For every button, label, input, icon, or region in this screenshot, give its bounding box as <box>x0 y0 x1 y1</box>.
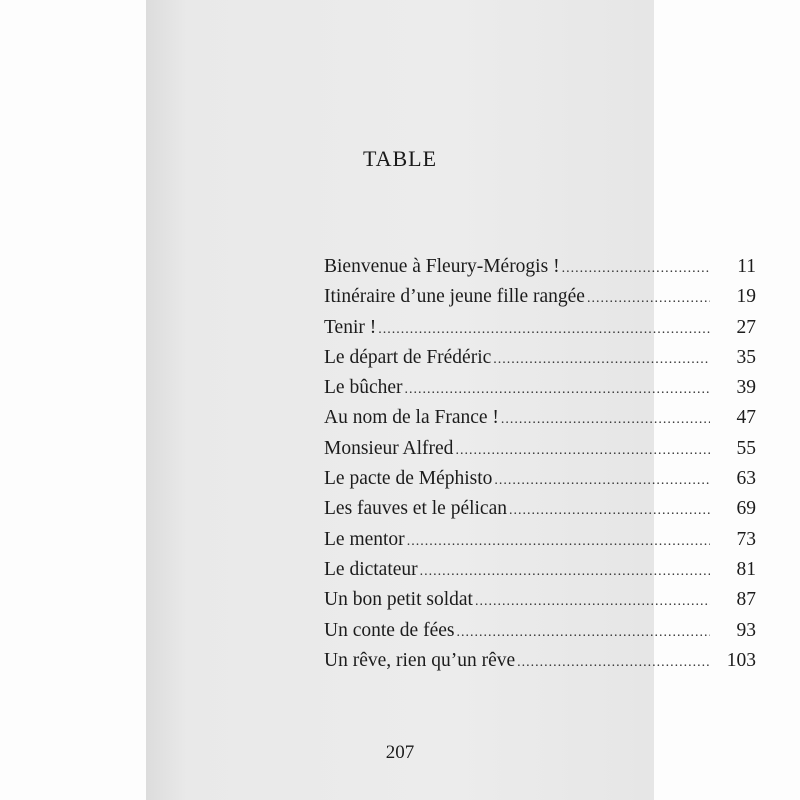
toc-entry <box>324 498 756 528</box>
toc-entry <box>324 256 756 286</box>
leader-dots <box>420 564 710 580</box>
toc-entry-page: 39 <box>736 377 756 399</box>
toc-entry <box>324 529 756 559</box>
leader-dots <box>562 261 710 277</box>
toc-entry <box>324 286 756 316</box>
toc-entry-page: 93 <box>736 619 756 641</box>
leader-dots <box>587 291 710 307</box>
toc-entry <box>324 438 756 468</box>
toc-entry-title: Tenir ! <box>324 316 377 338</box>
toc-entry <box>324 407 756 437</box>
page-title: TABLE <box>362 146 438 171</box>
toc-entry-page: 87 <box>736 589 756 611</box>
toc-entry <box>324 650 756 680</box>
toc-entry-title: Le dictateur <box>324 558 418 580</box>
toc-entry-title: Monsieur Alfred <box>324 437 454 459</box>
toc-entry-page: 11 <box>737 256 756 277</box>
leader-dots <box>517 655 710 671</box>
toc-entry <box>324 559 756 589</box>
toc-entry-page: 69 <box>736 498 756 520</box>
leader-dots <box>456 625 710 641</box>
leader-dots <box>455 443 710 459</box>
toc-entry-title: Bienvenue à Fleury-Mérogis ! <box>324 256 560 277</box>
toc-entry <box>324 468 756 498</box>
toc-entry-page: 47 <box>736 407 756 429</box>
toc-entry-page: 19 <box>736 286 756 308</box>
page-number: 207 <box>385 742 415 763</box>
leader-dots <box>475 594 710 610</box>
leader-dots <box>378 322 710 338</box>
toc-entry <box>324 317 756 347</box>
toc-entry <box>324 347 756 377</box>
toc-entry-title: Un bon petit soldat <box>324 589 473 611</box>
toc-entry-title: Le départ de Frédéric <box>324 346 492 368</box>
leader-dots <box>494 473 710 489</box>
toc-entry-title: Au nom de la France ! <box>324 407 499 429</box>
toc-entry-page: 81 <box>736 558 756 580</box>
toc-entry-page: 55 <box>736 437 756 459</box>
toc-entry-title: Le mentor <box>324 528 405 550</box>
book-page <box>146 0 756 800</box>
toc-entry-page: 73 <box>736 528 756 550</box>
toc-entry-title: Itinéraire d’une jeune fille rangée <box>324 286 585 308</box>
toc-entry <box>324 377 756 407</box>
toc-entry <box>324 589 756 619</box>
toc-entry-title: Un conte de fées <box>324 619 455 641</box>
toc-entry-title: Un rêve, rien qu’un rêve <box>324 649 516 671</box>
table-of-contents <box>324 256 756 680</box>
toc-entry <box>324 620 756 650</box>
leader-dots <box>493 352 710 368</box>
toc-entry-page: 63 <box>736 468 756 490</box>
toc-entry-page: 35 <box>736 346 756 368</box>
toc-entry-title: Le bûcher <box>324 377 403 399</box>
toc-entry-page: 103 <box>726 649 756 671</box>
leader-dots <box>407 534 710 550</box>
leader-dots <box>405 382 711 398</box>
toc-entry-page: 27 <box>736 316 756 338</box>
toc-entry-title: Les fauves et le pélican <box>324 498 507 520</box>
leader-dots <box>501 412 710 428</box>
leader-dots <box>509 503 710 519</box>
toc-entry-title: Le pacte de Méphisto <box>324 468 493 490</box>
